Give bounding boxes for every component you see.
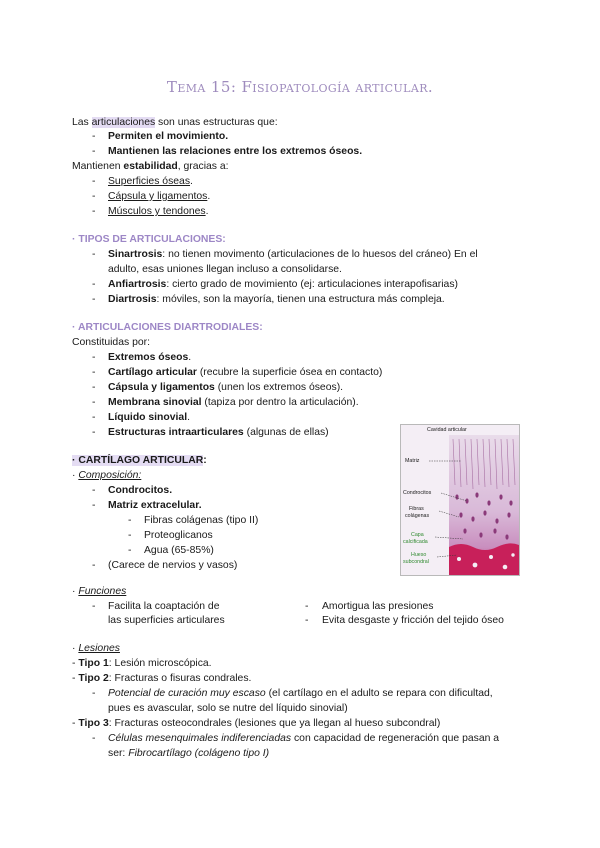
bullet-dash: - <box>92 601 96 612</box>
intro-item-text: Mantienen las relaciones entre los extremos óseos <box>108 146 360 157</box>
func-right-1: Amortigua las presiones <box>322 601 434 612</box>
func-right-2: Evita desgaste y fricción del tejido óseo <box>322 615 504 626</box>
section-heading-diartrodiales: · ARTICULACIONES DIARTRODIALES: <box>72 322 263 333</box>
bullet-dash: - <box>92 249 96 260</box>
lesion-term: Tipo 3 <box>78 718 109 729</box>
diar-term: Membrana sinovial <box>108 397 202 408</box>
fig-label-calcificada: calcificada <box>403 539 428 545</box>
stab-item: Superficies óseas. <box>108 176 193 187</box>
matrix-sub-item: Agua (65-85%) <box>144 545 214 556</box>
diar-desc: (recubre la superficie ósea en contacto) <box>196 367 383 378</box>
intro-item-text: Permiten el movimiento <box>108 131 226 142</box>
bullet-dash: - <box>92 560 96 571</box>
stab-item: Músculos y tendones. <box>108 206 209 217</box>
func-left-2: las superficies articulares <box>108 615 225 626</box>
diar-item: Extremos óseos. <box>108 352 192 363</box>
tipo-term: Sinartrosis <box>108 249 163 260</box>
intro-item: Permiten el movimiento. <box>108 131 229 142</box>
diar-item <box>108 367 382 378</box>
matrix-sub-item: Fibras colágenas (tipo II) <box>144 515 259 526</box>
les-heading: · Lesiones <box>72 643 120 654</box>
diar-item <box>108 382 343 393</box>
lesion-desc: : Lesión microscópica. <box>108 658 212 669</box>
diar-item <box>108 427 329 438</box>
stab-pre: Mantienen <box>72 161 124 172</box>
bullet-dash: - <box>128 545 132 556</box>
diar-desc: (algunas de ellas) <box>243 427 329 438</box>
lesion-tipo-3-detail <box>108 733 499 744</box>
fig-label-capa: Capa <box>411 532 424 538</box>
bullet-dash: - <box>92 397 96 408</box>
lesion-tipo-1: - Tipo 1: Lesión microscópica. <box>72 658 212 669</box>
bullet-dash: - <box>92 367 96 378</box>
stability-line <box>72 161 229 172</box>
comp-item: Condrocitos. <box>108 485 173 496</box>
bullet-dash: - <box>92 485 96 496</box>
section-heading-tipos: · TIPOS DE ARTICULACIONES: <box>72 234 226 245</box>
lesion-tipo-2-detail <box>108 688 493 699</box>
bullet-dash: - <box>92 146 96 157</box>
fig-label-condrocitos: Condrocitos <box>403 490 432 496</box>
func-heading: · Funciones <box>72 586 127 597</box>
diar-desc: (tapiza por dentro la articulación). <box>201 397 359 408</box>
diar-term: Líquido sinovial <box>108 412 188 423</box>
diar-desc: (unen los extremos óseos). <box>214 382 344 393</box>
lesion-detail: (el cartílago en el adulto se repara con dificultad, <box>265 688 493 699</box>
bullet-dash: - <box>92 352 96 363</box>
lesion-term: Tipo 2 <box>78 673 109 684</box>
fig-label-fibras: Fibras <box>409 506 424 512</box>
diar-term: Estructuras intraarticulares <box>108 427 244 438</box>
intro-lead-post: son unas estructuras que: <box>155 117 278 128</box>
les-heading-text: Lesiones <box>78 643 120 654</box>
comp-item-text: Matriz extracelular <box>108 500 199 511</box>
bullet-dash: - <box>92 279 96 290</box>
func-left-1: Facilita la coaptación de <box>108 601 220 612</box>
stab-item-text: Superficies óseas <box>108 176 191 187</box>
fig-label-cavidad: Cavidad articular <box>427 427 467 433</box>
lesion-tipo-3-detail-cont <box>108 748 269 759</box>
lesion-tipo-2: - Tipo 2: Fracturas o fisuras condrales. <box>72 673 252 684</box>
comp-item: Matriz extracelular. <box>108 500 202 511</box>
bullet-dash: - <box>128 530 132 541</box>
comp-heading-text: Composición: <box>78 470 142 481</box>
bullet-dash: - <box>92 427 96 438</box>
tipo-diartrosis <box>108 294 445 305</box>
tipo-desc: : móviles, son la mayoría, tienen una estructura más compleja. <box>156 294 445 305</box>
intro-lead-pre: Las <box>72 117 92 128</box>
bullet-dash: - <box>305 601 309 612</box>
stab-bold: estabilidad <box>123 161 178 172</box>
intro-lead <box>72 117 278 128</box>
bullet-dash: - <box>92 294 96 305</box>
tipo-desc: : no tienen movimento (articulaciones de lo huesos del cráneo) En el <box>162 249 478 260</box>
diar-item <box>108 397 359 408</box>
section-heading-cartilago: · CARTÍLAGO ARTICULAR: <box>72 455 207 466</box>
diar-intro: Constituidas por: <box>72 337 150 348</box>
func-heading-text: Funciones <box>78 586 127 597</box>
matrix-sub-item: Proteoglicanos <box>144 530 213 541</box>
stab-item-text: Músculos y tendones <box>108 206 206 217</box>
lesion-italic: Fibrocartílago (colágeno tipo I) <box>128 748 270 759</box>
bullet-dash: - <box>92 500 96 511</box>
intro-item: Mantienen las relaciones entre los extremos óseos. <box>108 146 363 157</box>
diar-term: Extremos óseos <box>108 352 189 363</box>
tipo-desc: : cierto grado de movimiento (ej: articulaciones interapofisarias) <box>166 279 458 290</box>
lesion-italic: Células mesenquimales indiferenciadas <box>108 733 292 744</box>
tipo-sinartrosis-cont: adulto, esas uniones llegan incluso a consolidarse. <box>108 264 342 275</box>
bullet-dash: - <box>128 515 132 526</box>
bullet-dash: - <box>92 412 96 423</box>
cart-heading-text: · CARTÍLAGO ARTICULAR <box>72 455 204 466</box>
bullet-dash: - <box>92 688 96 699</box>
intro-lead-highlight: articulaciones <box>91 117 156 128</box>
lesion-desc: : Fracturas o fisuras condrales. <box>108 673 252 684</box>
fig-label-subcondral: subcondral <box>403 559 429 565</box>
lesion-italic: Potencial de curación muy escaso <box>108 688 266 699</box>
tipo-term: Diartrosis <box>108 294 157 305</box>
lesion-tipo-3: - Tipo 3: Fracturas osteocondrales (lesiones que ya llegan al hueso subcondral) <box>72 718 441 729</box>
tipo-anfiartrosis <box>108 279 458 290</box>
fig-label-hueso: Hueso <box>411 552 427 558</box>
tipo-term: Anfiartrosis <box>108 279 167 290</box>
page-title: Tema 15: Fisiopatología articular. <box>166 78 434 96</box>
stab-item: Cápsula y ligamentos. <box>108 191 211 202</box>
comp-heading: · Composición: <box>72 470 142 481</box>
stab-post: , gracias a: <box>177 161 229 172</box>
lesion-desc: : Fracturas osteocondrales (lesiones que ya llegan al hueso subcondral) <box>108 718 441 729</box>
comp-note: (Carece de nervios y vasos) <box>108 560 238 571</box>
fig-label-matriz: Matriz <box>405 458 420 464</box>
diar-item: Líquido sinovial. <box>108 412 190 423</box>
bullet-dash: - <box>92 176 96 187</box>
bullet-dash: - <box>92 206 96 217</box>
tipo-sinartrosis <box>108 249 478 260</box>
bullet-dash: - <box>92 131 96 142</box>
bullet-dash: - <box>305 615 309 626</box>
cartilage-histology-figure <box>400 424 520 576</box>
lesion-tipo-2-detail-cont: pues es avascular, solo se nutre del líquido sinovial) <box>108 703 348 714</box>
fig-label-colagenas: colágenas <box>405 513 430 519</box>
comp-item-text: Condrocitos <box>108 485 170 496</box>
lesion-detail: ser: <box>108 748 129 759</box>
stab-item-text: Cápsula y ligamentos <box>108 191 208 202</box>
bullet-dash: - <box>92 382 96 393</box>
diar-term: Cartílago articular <box>108 367 197 378</box>
bullet-dash: - <box>92 191 96 202</box>
lesion-term: Tipo 1 <box>78 658 109 669</box>
diar-term: Cápsula y ligamentos <box>108 382 215 393</box>
bullet-dash: - <box>92 733 96 744</box>
lesion-detail: con capacidad de regeneración que pasan a <box>291 733 500 744</box>
